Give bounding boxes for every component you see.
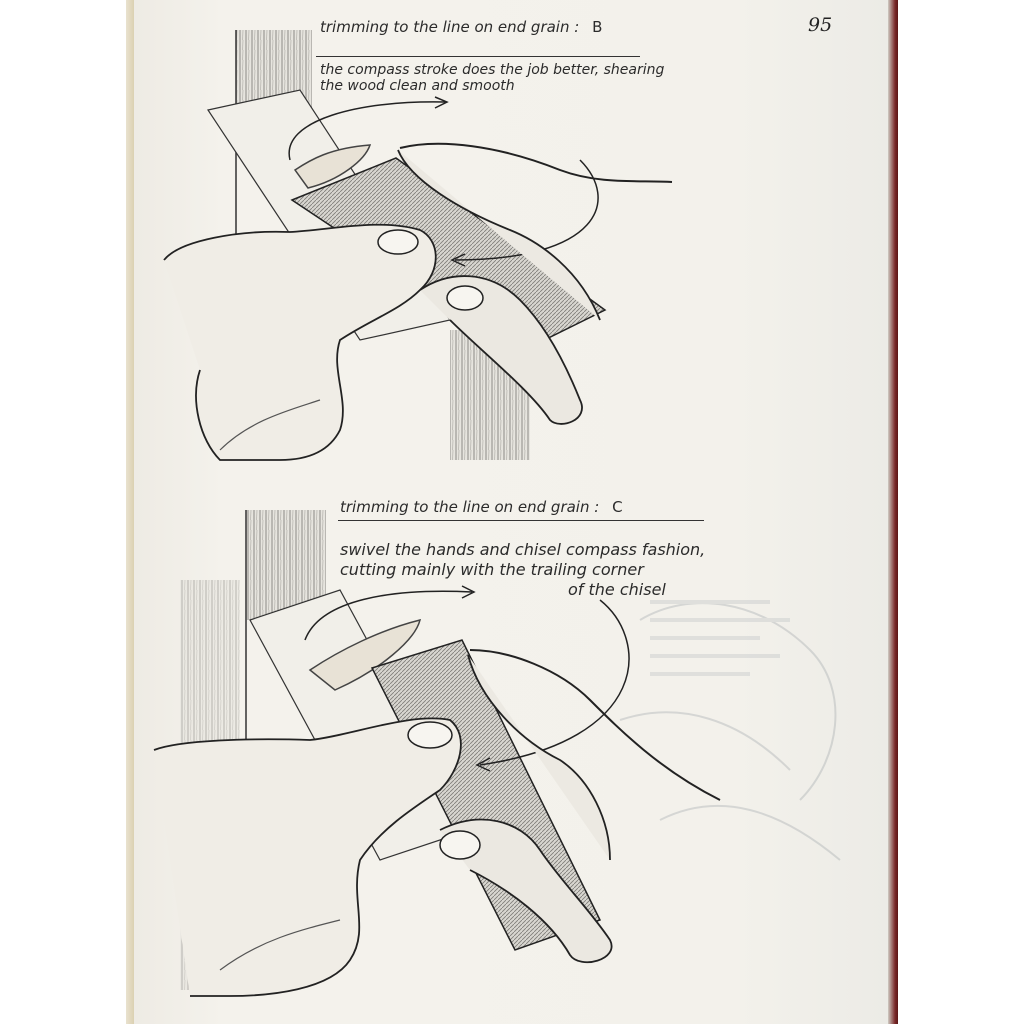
- book-cover-edge: [888, 0, 898, 1024]
- page-number: 95: [808, 14, 833, 36]
- figure-c-illustration: [150, 500, 730, 1000]
- figure-b-caption-line-1: the compass stroke does the job better, shearing: [320, 62, 665, 78]
- figure-c-label: C: [612, 498, 623, 516]
- left-hand: [154, 718, 461, 996]
- figure-b-label: B: [592, 18, 603, 36]
- figure-b-caption-line-2: the wood clean and smooth: [320, 78, 515, 94]
- background-right: [898, 0, 1024, 1024]
- figure-c-caption-line-2: cutting mainly with the trailing corner: [340, 560, 644, 579]
- figure-c-title-text: trimming to the line on end grain :: [340, 498, 600, 516]
- figure-b-illustration: [160, 20, 680, 470]
- figure-c-caption-line-1: swivel the hands and chisel compass fashion,: [340, 540, 706, 559]
- background-left: [0, 0, 132, 1024]
- figure-c-caption-line-3: of the chisel: [568, 580, 666, 599]
- left-hand: [164, 225, 436, 460]
- figure-b-title-text: trimming to the line on end grain :: [320, 18, 580, 36]
